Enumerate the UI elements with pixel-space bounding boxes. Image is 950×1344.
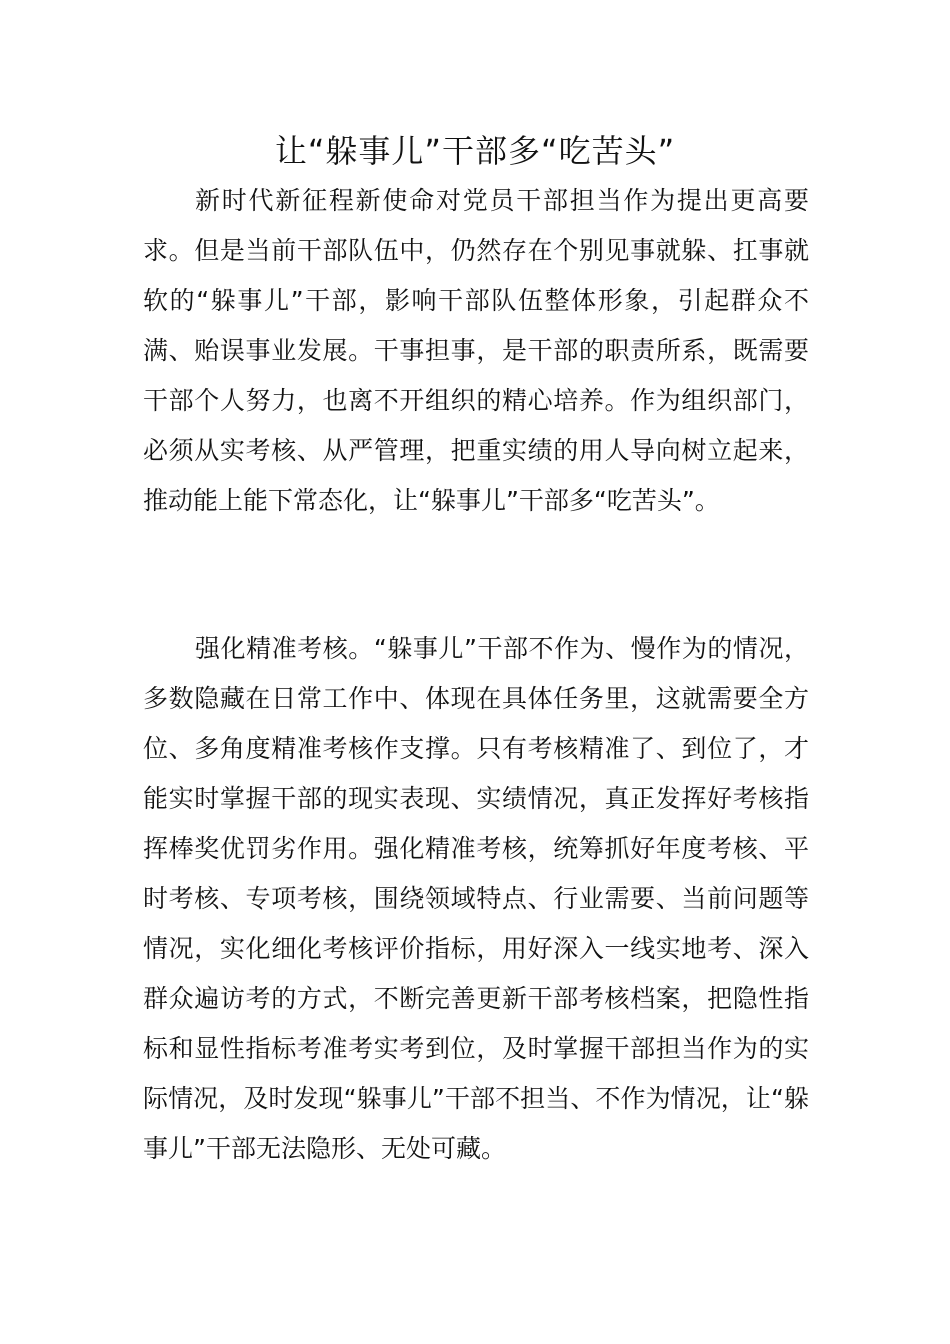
paragraph-intro: 新时代新征程新使命对党员干部担当作为提出更高要求。但是当前干部队伍中，仍然存在个别见事就躲、扛事就软的“躲事儿”干部，影响干部队伍整体形象，引起群众不满、贻误事业发展。干事担事，是干部的职责所系，既需要干部个人努力，也离不开组织的精心培养。作为组织部门，必须从实考核、从严管理，把重实绩的用人导向树立起来，推动能上能下常态化，让“躲事儿”干部多“吃苦头”。 [143,186,809,515]
document-title: 让“躲事儿”干部多“吃苦头” [274,132,676,170]
paragraph-strengthen-assessment: 强化精准考核。“躲事儿”干部不作为、慢作为的情况，多数隐藏在日常工作中、体现在具体任务里，这就需要全方位、多角度精准考核作支撑。只有考核精准了、到位了，才能实时掌握干部的现实表现、实绩情况，真正发挥好考核指挥棒奖优罚劣作用。强化精准考核，统筹抓好年度考核、平时考核、专项考核，围绕领域特点、行业需要、当前问题等情况，实化细化考核评价指标，用好深入一线实地考、深入群众遍访考的方式，不断完善更新干部考核档案，把隐性指标和显性指标考准考实考到位，及时掌握干部担当作为的实际情况，及时发现“躲事儿”干部不担当、不作为情况，让“躲事儿”干部无法隐形、无处可藏。 [143,634,809,1163]
